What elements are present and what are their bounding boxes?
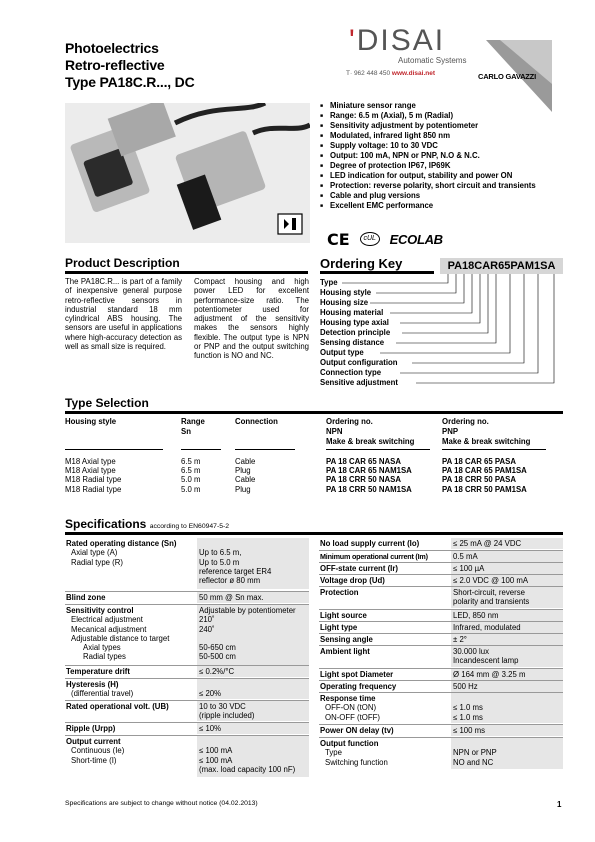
ts-range: 5.0 m — [181, 475, 201, 485]
disai-logo — [349, 24, 445, 58]
ts-pnp: PA 18 CAR 65 PAM1SA — [442, 466, 527, 476]
spec-label: Sensitivity control — [66, 606, 134, 615]
ts-header-range — [181, 417, 205, 437]
ts-header-pnp-3: Make & break switching — [442, 437, 531, 446]
spec-value: 30.000 lux — [453, 647, 489, 656]
spec-row — [319, 633, 563, 645]
spec-label: Response time — [320, 694, 376, 703]
spec-sublabel: Mecanical adjustment — [71, 624, 147, 634]
spec-table-right — [319, 538, 563, 778]
spec-row — [319, 621, 563, 633]
certification-logos — [327, 230, 443, 248]
spec-label: Hysteresis (H) — [66, 680, 119, 689]
spec-label: Minimum operational current (Im) — [320, 552, 428, 561]
spec-value: 50-650 cm — [199, 643, 236, 653]
spec-sublabel: OFF-ON (tON) — [325, 703, 377, 713]
spec-sublabel: Electrical adjustment — [71, 615, 143, 625]
ts-header-npn-3: Make & break switching — [326, 437, 415, 446]
ts-pnp: PA 18 CRR 50 PASA — [442, 475, 516, 485]
spec-value: 240˚ — [199, 624, 215, 634]
spec-value: ≤ 20% — [199, 689, 222, 699]
feature-item: ■ Miniature sensor range — [320, 101, 590, 111]
spec-sublabel: Radial types — [83, 652, 126, 662]
feature-item: ■ Output: 100 mA, NPN or PNP, N.O & N.C. — [320, 151, 590, 161]
spec-sublabel: Axial types — [83, 643, 121, 653]
ts-header-connection: Connection — [235, 417, 278, 426]
spec-value: ≤ 100 mA — [199, 746, 233, 756]
product-photo — [65, 103, 310, 243]
specifications-subtitle: according to EN60947-5-2 — [149, 523, 230, 530]
spec-value-block — [451, 693, 563, 723]
product-description-rule — [65, 271, 308, 274]
feature-item: ■ Degree of protection IP67, IP69K — [320, 161, 590, 171]
spec-value: Up to 6.5 m, — [199, 548, 242, 558]
ordering-key-item: Housing material — [320, 308, 384, 317]
spec-row — [65, 700, 309, 721]
ts-npn: PA 18 CRR 50 NASA — [326, 475, 401, 485]
spec-label: Ambient light — [320, 647, 370, 656]
feature-item: ■ Cable and plug versions — [320, 191, 590, 201]
table-row — [65, 466, 563, 475]
ordering-key-item: Output type — [320, 348, 364, 357]
spec-value: Infrared, modulated — [451, 622, 563, 633]
feature-item: ■ Excellent EMC performance — [320, 201, 590, 211]
spec-label: Temperature drift — [66, 667, 130, 676]
spec-value-block — [197, 679, 309, 699]
spec-value — [453, 694, 561, 703]
spec-sublabel: Switching function — [325, 757, 388, 767]
ts-divider — [442, 449, 546, 450]
spec-label-block — [66, 606, 196, 662]
ordering-key-item: Housing style — [320, 288, 372, 297]
spec-value: ≤ 0.2%/°C — [197, 666, 309, 677]
spec-value-block — [197, 538, 309, 589]
title-line-1: Photoelectrics — [65, 40, 159, 56]
ts-connection: Plug — [235, 466, 251, 476]
spec-value: 50-500 cm — [199, 652, 236, 662]
spec-value: 210˚ — [199, 615, 215, 625]
spec-value: LED, 850 nm — [451, 610, 563, 621]
spec-sublabel: Radial type (R) — [71, 557, 123, 567]
ts-pnp: PA 18 CAR 65 PASA — [442, 457, 516, 466]
spec-label: Output function — [320, 739, 379, 748]
spec-value — [453, 739, 561, 748]
ts-housing: M18 Radial type — [65, 484, 122, 494]
spec-value: 0.5 mA — [451, 551, 563, 562]
ts-header-range-label: Range — [181, 417, 205, 426]
spec-value-block — [197, 701, 309, 721]
spec-value: ± 2° — [451, 634, 563, 645]
page-title — [65, 40, 195, 91]
spec-value: polarity and transients — [453, 597, 530, 607]
spec-row — [319, 737, 563, 768]
spec-value-block — [451, 738, 563, 769]
ordering-key-item: Sensing distance — [320, 338, 385, 347]
specifications-title-text: Specifications — [65, 517, 147, 531]
spec-row — [65, 735, 309, 776]
spec-value-block — [451, 646, 563, 667]
cul-mark: cUL — [360, 232, 380, 246]
spec-row — [65, 604, 309, 664]
spec-label: OFF-state current (Ir) — [320, 564, 398, 573]
disai-logo-accent: ' — [349, 24, 357, 57]
feature-item: ■ Sensitivity adjustment by potentiometer — [320, 121, 590, 131]
spec-value: ≤ 1.0 ms — [453, 703, 483, 713]
ts-header-housing: Housing style — [65, 417, 117, 426]
spec-value: ≤ 25 mA @ 24 VDC — [451, 538, 563, 549]
ts-header-npn — [326, 417, 414, 447]
spec-row — [65, 591, 309, 603]
ts-pnp: PA 18 CRR 50 PAM1SA — [442, 484, 527, 494]
spec-value: ≤ 100 ms — [451, 725, 563, 736]
spec-value: (ripple included) — [199, 711, 255, 721]
table-row — [65, 457, 563, 466]
ordering-key-item: Type — [320, 278, 338, 287]
spec-row — [319, 586, 563, 608]
spec-value: ≤ 100 µA — [451, 563, 563, 574]
spec-label-block — [320, 739, 388, 767]
spec-value: (max. load capacity 100 nF) — [199, 764, 296, 774]
ordering-key-item: Detection principle — [320, 328, 391, 337]
spec-label: Ripple (Urpp) — [66, 724, 116, 733]
ordering-key-item: Housing type axial — [320, 318, 389, 327]
spec-label: Rated operational volt. (UB) — [66, 702, 169, 711]
spec-row — [319, 562, 563, 574]
ts-header-pnp-1: Ordering no. — [442, 417, 489, 426]
ts-divider — [326, 449, 430, 450]
spec-value: 500 Hz — [451, 681, 563, 692]
ts-range: 6.5 m — [181, 457, 201, 466]
spec-row — [65, 722, 309, 734]
spec-value: NO and NC — [453, 757, 494, 767]
ts-housing: M18 Radial type — [65, 475, 122, 485]
ts-range: 5.0 m — [181, 484, 201, 494]
ts-range: 6.5 m — [181, 466, 201, 476]
spec-value: ≤ 100 mA — [199, 755, 233, 765]
spec-sublabel: Type — [325, 748, 342, 758]
spec-sublabel: Short-time (I) — [71, 755, 117, 765]
spec-value: Up to 5.0 m — [199, 557, 240, 567]
spec-sublabel: Adjustable distance to target — [71, 633, 170, 643]
spec-row — [319, 645, 563, 667]
spec-value: Short-circuit, reverse — [453, 588, 525, 597]
spec-label: Output current — [66, 737, 121, 746]
ts-header-npn-1: Ordering no. — [326, 417, 373, 426]
disai-subtitle: Automatic Systems — [398, 56, 467, 65]
spec-value — [199, 634, 307, 643]
spec-value: Adjustable by potentiometer — [199, 606, 296, 615]
table-row — [65, 485, 563, 494]
ts-housing: M18 Axial type — [65, 457, 116, 466]
spec-label-block — [66, 680, 133, 699]
spec-row — [65, 665, 309, 677]
spec-value-block — [197, 605, 309, 665]
type-selection-rule — [65, 411, 563, 414]
spec-label: Protection — [320, 588, 359, 597]
ordering-key-item: Housing size — [320, 298, 369, 307]
ts-divider — [181, 449, 221, 450]
spec-value: NPN or PNP — [453, 748, 497, 758]
spec-value: ≤ 10% — [197, 723, 309, 734]
carlo-gavazzi-name: CARLO GAVAZZI — [478, 72, 536, 81]
feature-list — [320, 101, 590, 211]
ts-npn: PA 18 CRR 50 NAM1SA — [326, 484, 412, 494]
ordering-key-code: PA18CAR65PAM1SA — [440, 258, 563, 274]
ordering-key-item: Connection type — [320, 368, 382, 377]
spec-value: reflector ø 80 mm — [199, 576, 261, 586]
spec-sublabel: (differential travel) — [71, 689, 134, 699]
page-number: 1 — [557, 800, 562, 809]
ts-divider — [235, 449, 295, 450]
ce-mark: CE — [327, 229, 350, 249]
spec-label: Sensing angle — [320, 635, 373, 644]
ecolab-logo: ECOLAB — [389, 231, 443, 247]
spec-label-block — [320, 694, 380, 722]
spec-value: Ø 164 mm @ 3.25 m — [451, 669, 563, 680]
ts-npn: PA 18 CAR 65 NASA — [326, 457, 401, 466]
disai-contact — [346, 70, 435, 77]
ordering-key-item: Output configuration — [320, 358, 398, 367]
spec-label: Rated operating distance (Sn) — [66, 539, 177, 548]
spec-label: Operating frequency — [320, 682, 397, 691]
spec-row — [319, 538, 563, 550]
spec-row — [319, 550, 563, 562]
product-description-col2: Compact housing and high power LED for excellent performance-size ratio. The potentiometer used for adjustment of the sensitivity makes the sensors highly flexible. The output type is NPN or PNP and the output switching function is NO and NC. — [194, 277, 309, 361]
product-description-title: Product Description — [65, 256, 180, 270]
ts-header-npn-2: NPN — [326, 427, 343, 436]
title-line-3: Type PA18C.R..., DC — [65, 74, 195, 90]
ts-connection: Plug — [235, 484, 251, 494]
spec-value-block — [451, 587, 563, 608]
spec-value: Incandescent lamp — [453, 656, 519, 666]
spec-label: No load supply current (Io) — [320, 539, 420, 548]
spec-row — [319, 692, 563, 723]
spec-value: 50 mm @ Sn max. — [197, 592, 309, 603]
ts-connection: Cable — [235, 457, 256, 466]
spec-row — [65, 678, 309, 699]
type-selection-title: Type Selection — [65, 396, 149, 410]
ts-npn: PA 18 CAR 65 NAM1SA — [326, 466, 412, 476]
disai-logo-text: DISAI — [356, 24, 446, 57]
spec-sublabel: Continuous (Ie) — [71, 746, 125, 756]
spec-row — [319, 724, 563, 736]
spec-value-block — [197, 736, 309, 777]
feature-item: ■ Protection: reverse polarity, short circuit and transients — [320, 181, 590, 191]
table-row — [65, 475, 563, 484]
disai-phone: T· 962 448 450 — [346, 70, 391, 77]
ts-header-pnp-2: PNP — [442, 427, 459, 436]
feature-item: ■ Range: 6.5 m (Axial), 5 m (Radial) — [320, 111, 590, 121]
ts-divider — [65, 449, 163, 450]
spec-row — [319, 574, 563, 586]
ts-header-pnp — [442, 417, 530, 447]
spec-value — [199, 539, 307, 548]
product-description-col1: The PA18C.R... is part of a family of inexpensive general purpose retro-reflective sensors in industrial standard 18 mm cylindrical ABS housing. The sensors are useful in applications where high-accuracy detection as well as small size is required. — [65, 277, 182, 352]
spec-label: Light source — [320, 611, 367, 620]
type-selection-table — [65, 457, 563, 494]
disai-web-link[interactable]: www.disai.net — [391, 70, 436, 77]
spec-value — [199, 680, 307, 689]
feature-item: ■ Supply voltage: 10 to 30 VDC — [320, 141, 590, 151]
spec-sublabel: ON-OFF (tOFF) — [325, 712, 380, 722]
spec-label: Voltage drop (Ud) — [320, 576, 385, 585]
footer-note: Specifications are subject to change without notice (04.02.2013) — [65, 800, 258, 807]
ordering-key-title: Ordering Key — [320, 256, 403, 271]
ordering-key-leader-lines — [320, 272, 570, 390]
spec-value: 10 to 30 VDC — [199, 702, 246, 711]
ts-housing: M18 Axial type — [65, 466, 116, 476]
feature-item: ■ Modulated, infrared light 850 nm — [320, 131, 590, 141]
specifications-rule — [65, 532, 563, 535]
title-line-2: Retro-reflective — [65, 57, 165, 73]
ts-connection: Cable — [235, 475, 256, 485]
ordering-key-item: Sensitive adjustment — [320, 378, 398, 387]
spec-value — [199, 737, 307, 746]
spec-label: Power ON delay (tv) — [320, 726, 394, 735]
spec-label: Light spot Diameter — [320, 670, 394, 679]
retroreflective-symbol-icon — [277, 213, 303, 235]
spec-value: ≤ 2.0 VDC @ 100 mA — [451, 575, 563, 586]
spec-label: Blind zone — [66, 593, 106, 602]
spec-row — [319, 609, 563, 621]
spec-value: ≤ 1.0 ms — [453, 712, 483, 722]
spec-row — [319, 680, 563, 692]
ts-header-range-sub: Sn — [181, 427, 191, 436]
spec-sublabel: Axial type (A) — [71, 548, 118, 558]
spec-row — [319, 668, 563, 680]
spec-label-block — [66, 737, 124, 765]
spec-value: reference target ER4 — [199, 566, 272, 576]
spec-label: Light type — [320, 623, 358, 632]
spec-row — [65, 538, 309, 589]
specifications-title — [65, 517, 229, 531]
feature-item: ■ LED indication for output, stability and power ON — [320, 171, 590, 181]
spec-label-block — [66, 539, 196, 567]
spec-table-left — [65, 538, 309, 778]
